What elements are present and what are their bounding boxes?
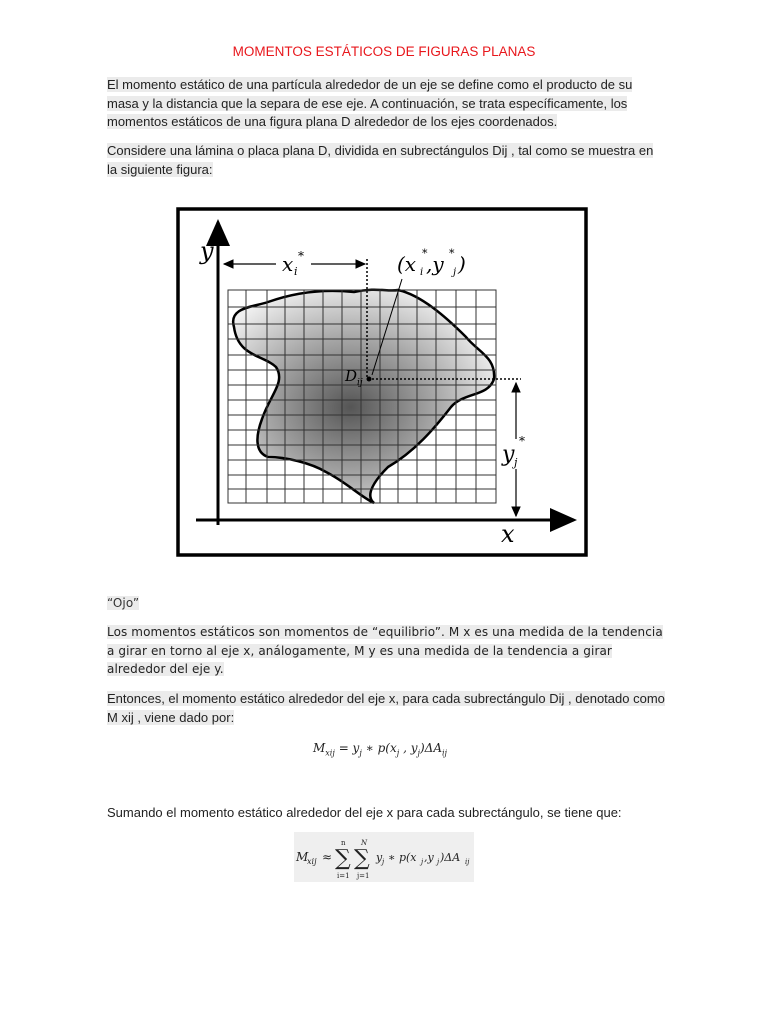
ojo-note <box>107 594 667 613</box>
label-point-star-i: * <box>422 247 428 260</box>
paragraph-entonces-text: Entonces, el momento estático alrededor del eje x, para cada subrectángulo Dij , denotado como M xij , viene dado por: <box>107 691 665 725</box>
label-yj: y <box>502 442 515 467</box>
formula2-approx: ≈ <box>322 850 333 864</box>
formula2-m: M <box>296 850 309 864</box>
formula2-dA-sub: ij <box>465 858 470 866</box>
formula2-m-sub: xij <box>307 857 317 866</box>
formula1-xj-sub: j <box>396 748 400 758</box>
label-point-j: j <box>453 267 457 278</box>
paragraph-equilibrio-a: Los momentos estáticos son momentos de “equilibrio”. <box>107 625 445 639</box>
label-point-mid: ,y <box>426 252 444 276</box>
partition-figure <box>176 207 588 557</box>
formula1-m-sub: xij <box>325 748 335 758</box>
paragraph-sumando-text: Sumando el momento estático alrededor del eje x para cada subrectángulo, se tiene que: <box>107 805 622 820</box>
label-y-axis: y <box>200 237 214 265</box>
formula2-sigma2: ∑ <box>354 846 370 871</box>
formula2-y: y <box>376 851 383 864</box>
label-dij: D <box>345 367 358 385</box>
formula-sum-box <box>294 832 474 882</box>
formula1-comma: , y <box>399 741 418 755</box>
paragraph-equilibrio-b: M x es una medida de la tendencia a girar en torno al eje x, análogamente, M y es una medida de la tendencia a girar alrededor del eje y. <box>107 625 663 676</box>
formula2-p: ∗ p(x <box>388 851 417 864</box>
paragraph-consider-text: Considere una lámina o placa plana D, dividida en subrectángulos Dij , tal como se muestra en la siguiente figura: <box>107 143 654 177</box>
sample-point <box>367 377 372 382</box>
formula1-yj-sub: j <box>359 748 362 758</box>
formula1-eq: = y <box>338 741 360 755</box>
formula1-m: M <box>313 741 326 755</box>
formula1-dA-sub: ij <box>441 748 448 758</box>
paragraph-entonces <box>107 690 667 727</box>
label-yj-sub: j <box>514 456 518 469</box>
formula1-p: ∗ p(x <box>365 741 397 755</box>
formula2-sum1-bottom: i=1 <box>337 872 350 880</box>
label-xi: x <box>282 252 294 276</box>
formula1-yj2-sub: j <box>417 748 420 758</box>
label-point-open: (x <box>397 252 417 276</box>
formula2-sigma1: ∑ <box>335 846 351 871</box>
page-title: MOMENTOS ESTÁTICOS DE FIGURAS PLANAS <box>232 44 536 59</box>
formula2-y-sub: j <box>382 858 385 866</box>
label-xi-star: * <box>298 249 304 263</box>
formula2-dA: )ΔA <box>440 851 461 864</box>
formula2-sum1-top: n <box>341 839 346 847</box>
paragraph-intro <box>107 76 667 132</box>
formula-sum <box>294 832 474 882</box>
formula2-comma-y: ,y <box>424 851 434 864</box>
formula2-sum2-top: N <box>361 839 368 847</box>
paragraph-sumando <box>107 804 667 823</box>
label-point-i: i <box>420 267 424 278</box>
label-yj-star: * <box>519 434 525 448</box>
paragraph-consider <box>107 142 667 179</box>
formula2-y2-sub: j <box>437 858 440 866</box>
label-point-star-j: * <box>449 247 455 260</box>
formula2-sum2-bottom: j=1 <box>357 872 370 880</box>
label-xi-sub: i <box>294 265 298 278</box>
paragraph-intro-text: El momento estático de una partícula alrededor de un eje se define como el producto de su masa y la distancia que la separa de ese eje. A continuación, se trata específicamente, los momentos estáticos de una figura plana D alrededor de los ejes coordenados. <box>107 77 633 129</box>
label-point-close: ) <box>458 252 466 276</box>
formula2-x-sub: j <box>421 858 424 866</box>
label-x-axis: x <box>501 520 515 548</box>
ojo-text: “Ojo” <box>107 596 140 610</box>
formula1-dA: )ΔA <box>419 741 442 755</box>
paragraph-equilibrio <box>107 623 667 679</box>
label-dij-sub: ij <box>357 378 363 388</box>
partition-diagram <box>176 207 588 557</box>
formula-moment-ij <box>313 741 447 757</box>
